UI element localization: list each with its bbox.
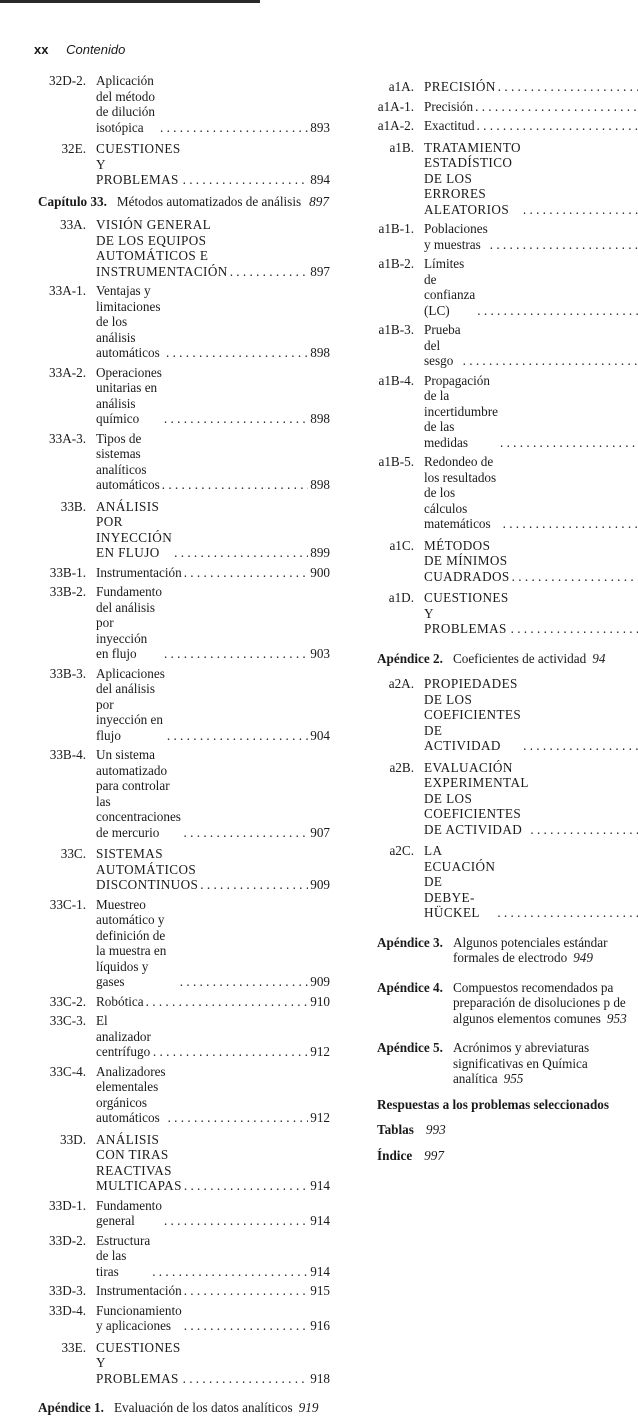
- appendix-heading: [377, 1040, 638, 1087]
- entry-body: [424, 454, 638, 532]
- entry-page: 898: [310, 477, 330, 492]
- leader-dots: [144, 994, 308, 1010]
- entry-title: TRATAMIENTO ESTADÍSTICO DE LOS ERRORES ALEATORIOS: [424, 139, 521, 217]
- leader-dots: [498, 435, 638, 451]
- backmatter-item: [377, 1148, 638, 1164]
- entry-body: [96, 1283, 330, 1299]
- entry-body: [96, 431, 330, 493]
- toc-entry: [38, 1198, 330, 1229]
- entry-body: [424, 538, 638, 585]
- appendix-heading: [377, 980, 638, 1027]
- leader-dots: [461, 353, 638, 369]
- appendix-title: [114, 1400, 330, 1416]
- entry-code: a1D.: [388, 590, 414, 605]
- entry-title: Poblaciones y muestras: [424, 221, 488, 252]
- entry-code: 33A-2.: [49, 364, 86, 380]
- appendix-title-text: Compuestos recomendados pa preparación de disoluciones p de algunos elementos comunes: [452, 979, 626, 1026]
- entry-body: [424, 221, 638, 252]
- entry-code: 33A-1.: [49, 283, 86, 298]
- toc-entry: [38, 365, 330, 427]
- entry-code: 33D-1.: [49, 1197, 86, 1213]
- entry-page: 916: [310, 1318, 330, 1333]
- toc-entry: [38, 73, 330, 135]
- toc-section: [38, 1132, 330, 1194]
- entry-body: [424, 99, 638, 115]
- chapter-page: 897: [309, 193, 329, 209]
- toc-section: [38, 141, 330, 188]
- toc-section: [377, 140, 638, 218]
- appendix-label: Apéndice 3.: [377, 934, 443, 950]
- appendix-title-text: Acrónimos y abreviaturas significativas en Química analítica: [452, 1040, 590, 1086]
- entry-code: 33D.: [59, 1131, 86, 1147]
- entry-page: 909: [310, 974, 330, 989]
- entry-code: 33C-4.: [49, 1063, 86, 1079]
- entry-title: CUESTIONES Y PROBLEMAS: [96, 1339, 181, 1386]
- leader-dots: [162, 646, 308, 662]
- toc-entry: [377, 322, 638, 369]
- toc-column-right: [377, 73, 638, 1163]
- toc-entry: [38, 1283, 330, 1299]
- entry-code: 33B-4.: [49, 747, 86, 762]
- appendix-title-text: Algunos potenciales estándar formales de electrodo: [452, 934, 608, 965]
- entry-code: a2A.: [388, 676, 414, 691]
- entry-body: [424, 118, 638, 134]
- entry-body: [96, 1132, 330, 1194]
- entry-code: 33C-3.: [49, 1013, 86, 1028]
- entry-page: 898: [310, 345, 330, 360]
- entry-body: [424, 760, 638, 838]
- appendix-page: 94: [592, 650, 606, 666]
- entry-code: a2B.: [389, 759, 414, 775]
- entry-body: [96, 584, 330, 662]
- entry-page: 898: [310, 411, 330, 426]
- toc-section: [38, 1340, 330, 1387]
- entry-code: 33C.: [60, 846, 86, 861]
- entry-code: 33B-2.: [49, 584, 86, 599]
- leader-dots: [488, 237, 638, 253]
- toc-entry: [38, 1303, 330, 1334]
- entry-body: [96, 499, 330, 561]
- entry-title: Aplicaciones del análisis por inyección en flujo: [96, 665, 165, 743]
- entry-code: 33B.: [60, 498, 86, 514]
- entry-title: Tipos de sistemas analíticos automáticos: [96, 430, 160, 492]
- entry-body: [96, 666, 330, 744]
- entry-body: [96, 1064, 330, 1126]
- entry-body: [96, 897, 330, 990]
- leader-dots: [164, 345, 308, 361]
- leader-dots: [496, 79, 638, 95]
- entry-body: [96, 365, 330, 427]
- entry-code: 32E.: [61, 141, 86, 156]
- toc-section: [38, 217, 330, 279]
- entry-title: Analizadores elementales orgánicos automáticos: [96, 1063, 166, 1125]
- entry-body: [96, 1303, 330, 1334]
- toc-section: [377, 676, 638, 754]
- toc-column-left: [38, 73, 330, 1426]
- entry-title: ANÁLISIS CON TIRAS REACTIVAS MULTICAPAS: [96, 1131, 182, 1193]
- entry-code: 33C-2.: [49, 993, 86, 1009]
- entry-body: [96, 1340, 330, 1387]
- leader-dots: [181, 172, 308, 188]
- appendix-page: 955: [503, 1071, 524, 1086]
- entry-code: a1A-2.: [377, 118, 414, 133]
- leader-dots: [178, 974, 308, 990]
- entry-title: Instrumentación: [96, 1283, 182, 1298]
- backmatter-item: [377, 1122, 638, 1138]
- leader-dots: [510, 569, 638, 585]
- toc-entry: [377, 118, 638, 134]
- entry-code: a1B-1.: [378, 221, 414, 236]
- leader-dots: [181, 1371, 308, 1387]
- backmatter-label: Respuestas a los problemas seleccionados: [377, 1096, 610, 1112]
- entry-title: Fundamento del análisis por inyección en flujo: [96, 584, 162, 661]
- entry-title: Fundamento general: [96, 1197, 162, 1228]
- appendix-title: [453, 980, 638, 1027]
- appendix-label: Apéndice 1.: [38, 1400, 104, 1415]
- toc-entry: [38, 283, 330, 361]
- toc-entry: [38, 431, 330, 493]
- toc-section: [377, 79, 638, 95]
- toc-entry: [377, 256, 638, 318]
- appendix-title: [453, 935, 638, 966]
- leader-dots: [158, 120, 308, 136]
- entry-body: [96, 747, 330, 840]
- entry-page: 909: [310, 877, 330, 892]
- entry-code: 33A-3.: [49, 430, 86, 446]
- entry-page: 910: [310, 993, 330, 1009]
- entry-title: Operaciones unitarias en análisis químico: [96, 364, 162, 426]
- entry-page: 904: [310, 727, 330, 743]
- entry-title: SISTEMAS AUTOMÁTICOS DISCONTINUOS: [96, 846, 199, 892]
- chapter-label: Capítulo 33.: [38, 193, 107, 209]
- toc-section: [38, 499, 330, 561]
- leader-dots: [160, 477, 308, 493]
- backmatter-item: [377, 1097, 638, 1113]
- entry-page: 914: [310, 1213, 330, 1228]
- top-rule: [0, 0, 260, 3]
- running-header: [34, 42, 125, 57]
- entry-title: Ventajas y limitaciones de los análisis automáticos: [96, 283, 161, 360]
- leader-dots: [475, 303, 638, 319]
- entry-title: EVALUACIÓN EXPERIMENTAL DE LOS COEFICIENTES DE ACTIVIDAD: [424, 759, 529, 837]
- entry-body: [424, 256, 638, 318]
- toc-entry: [377, 454, 638, 532]
- entry-body: [424, 373, 638, 451]
- appendix-page: 919: [298, 1400, 319, 1415]
- leader-dots: [228, 264, 308, 280]
- entry-code: 33D-3.: [49, 1283, 86, 1298]
- entry-page: 914: [310, 1263, 330, 1279]
- backmatter-page: 997: [424, 1147, 444, 1163]
- entry-page: 899: [310, 545, 330, 560]
- toc-entry: [38, 584, 330, 662]
- entry-code: 33B-1.: [49, 564, 86, 580]
- entry-page: 903: [310, 646, 330, 661]
- entry-page: 912: [310, 1044, 330, 1059]
- entry-code: a1B.: [389, 139, 414, 155]
- leader-dots: [501, 516, 638, 532]
- backmatter-page: 993: [425, 1122, 446, 1137]
- leader-dots: [165, 728, 308, 744]
- leader-dots: [162, 1213, 308, 1229]
- entry-code: 33E.: [61, 1339, 86, 1355]
- entry-body: [424, 590, 638, 637]
- leader-dots: [521, 202, 638, 218]
- leader-dots: [172, 545, 308, 561]
- entry-page: 918: [310, 1370, 330, 1386]
- entry-title: El analizador centrífugo: [96, 1013, 151, 1059]
- entry-title: Precisión: [424, 98, 474, 114]
- entry-body: [424, 322, 638, 369]
- toc-section: [38, 846, 330, 893]
- entry-page: 914: [310, 1178, 330, 1193]
- toc-section: [377, 590, 638, 637]
- leader-dots: [182, 825, 308, 841]
- chapter-title-text: Métodos automatizados de análisis: [116, 193, 302, 209]
- toc-section: [377, 843, 638, 921]
- entry-body: [96, 1013, 330, 1060]
- entry-page: 915: [310, 1283, 330, 1298]
- entry-title: Estructura de las tiras: [96, 1232, 151, 1279]
- entry-body: [96, 283, 330, 361]
- leader-dots: [182, 1178, 308, 1194]
- entry-title: Robótica: [96, 993, 144, 1009]
- toc-entry: [38, 747, 330, 840]
- entry-title: Límites de confianza (LC): [424, 256, 476, 318]
- entry-page: 912: [310, 1110, 330, 1125]
- leader-dots: [151, 1044, 308, 1060]
- entry-code: 33C-1.: [49, 896, 86, 912]
- leader-dots: [528, 822, 638, 838]
- leader-dots: [198, 877, 308, 893]
- entry-body: [96, 1233, 330, 1280]
- entry-page: 900: [310, 564, 330, 580]
- toc-entry: [38, 1233, 330, 1280]
- entry-body: [424, 676, 638, 754]
- entry-code: 33D-4.: [49, 1302, 86, 1318]
- entry-code: a1B-4.: [378, 372, 414, 388]
- appendix-title: [453, 1040, 638, 1087]
- entry-code: a1A.: [388, 79, 414, 94]
- entry-code: a1B-2.: [378, 256, 414, 271]
- appendix-page: 949: [573, 950, 593, 965]
- entry-page: 893: [310, 119, 330, 135]
- entry-body: [96, 565, 330, 581]
- toc-entry: [38, 994, 330, 1010]
- leader-dots: [182, 1283, 308, 1299]
- leader-dots: [182, 565, 308, 581]
- appendix-label: Apéndice 5.: [377, 1040, 443, 1055]
- entry-body: [96, 994, 330, 1010]
- entry-body: [96, 217, 330, 279]
- entry-code: a1C.: [389, 537, 414, 553]
- entry-title: Un sistema automatizado para controlar las concentraciones de mercurio: [96, 747, 181, 840]
- chapter-title: [117, 194, 330, 210]
- page-number: xx: [34, 42, 49, 57]
- toc-entry: [38, 565, 330, 581]
- entry-title: Instrumentación: [96, 564, 182, 580]
- leader-dots: [182, 1318, 308, 1334]
- entry-title: PRECISIÓN: [424, 79, 496, 94]
- backmatter-label: Índice: [377, 1147, 413, 1163]
- entry-code: a1A-1.: [377, 98, 414, 114]
- appendix-heading: [377, 651, 638, 667]
- chapter-heading: [38, 194, 330, 210]
- entry-title: PROPIEDADES DE LOS COEFICIENTES DE ACTIVIDAD: [424, 676, 522, 753]
- toc-entry: [38, 666, 330, 744]
- entry-title: Prueba del sesgo: [424, 322, 461, 368]
- backmatter-label: Tablas: [377, 1122, 414, 1137]
- entry-title: MÉTODOS DE MÍNIMOS CUADRADOS: [424, 537, 510, 584]
- entry-title: Aplicación del método de dilución isotópica: [96, 73, 155, 135]
- entry-body: [424, 79, 638, 95]
- toc-section: [377, 538, 638, 585]
- leader-dots: [166, 1110, 308, 1126]
- entry-body: [96, 141, 330, 188]
- toc-entry: [377, 221, 638, 252]
- leader-dots: [473, 99, 638, 115]
- appendix-label: Apéndice 4.: [377, 979, 443, 995]
- appendix-label: Apéndice 2.: [377, 650, 443, 666]
- entry-title: Redondeo de los resultados de los cálculos matemáticos: [424, 454, 497, 531]
- leader-dots: [475, 118, 638, 134]
- entry-title: Muestreo automático y definición de la muestra en líquidos y gases: [96, 896, 167, 989]
- entry-code: a1B-5.: [378, 454, 414, 469]
- entry-code: 32D-2.: [49, 73, 86, 88]
- entry-body: [96, 1198, 330, 1229]
- entry-code: a2C.: [389, 843, 414, 858]
- entry-code: a1B-3.: [378, 322, 414, 337]
- appendix-page: 953: [606, 1010, 627, 1026]
- entry-page: 897: [310, 263, 330, 279]
- leader-dots: [521, 738, 638, 754]
- entry-page: 894: [310, 172, 330, 187]
- toc-entry: [38, 1064, 330, 1126]
- appendix-title: [453, 651, 638, 667]
- entry-body: [96, 846, 330, 893]
- toc-section: [377, 760, 638, 838]
- entry-body: [96, 73, 330, 135]
- entry-code: 33D-2.: [49, 1232, 86, 1248]
- running-title: Contenido: [66, 42, 126, 57]
- leader-dots: [162, 411, 308, 427]
- entry-code: 33A.: [59, 217, 86, 232]
- appendix-heading: [38, 1400, 330, 1416]
- toc-entry: [38, 897, 330, 990]
- toc-entry: [377, 99, 638, 115]
- leader-dots: [150, 1264, 308, 1280]
- entry-code: 33B-3.: [49, 665, 86, 681]
- entry-title: CUESTIONES Y PROBLEMAS: [96, 141, 181, 187]
- toc-entry: [38, 1013, 330, 1060]
- entry-page: 907: [310, 824, 330, 840]
- entry-body: [424, 140, 638, 218]
- leader-dots: [509, 621, 638, 637]
- entry-body: [424, 843, 638, 921]
- entry-title: Exactitud: [424, 118, 475, 133]
- entry-title: CUESTIONES Y PROBLEMAS: [424, 590, 509, 636]
- appendix-heading: [377, 935, 638, 966]
- entry-title: ANÁLISIS POR INYECCIÓN EN FLUJO: [96, 498, 173, 560]
- appendix-title-text: Evaluación de los datos analíticos: [113, 1400, 293, 1415]
- entry-title: VISIÓN GENERAL DE LOS EQUIPOS AUTOMÁTICOS E INSTRUMENTACIÓN: [96, 217, 228, 279]
- entry-title: LA ECUACIÓN DE DEBYE-HÜCKEL: [424, 843, 496, 920]
- entry-title: Propagación de la incertidumbre de las medidas: [424, 372, 498, 450]
- toc-entry: [377, 373, 638, 451]
- leader-dots: [495, 905, 638, 921]
- entry-title: Funcionamiento y aplicaciones: [96, 1302, 182, 1333]
- appendix-title-text: Coeficientes de actividad: [452, 650, 587, 666]
